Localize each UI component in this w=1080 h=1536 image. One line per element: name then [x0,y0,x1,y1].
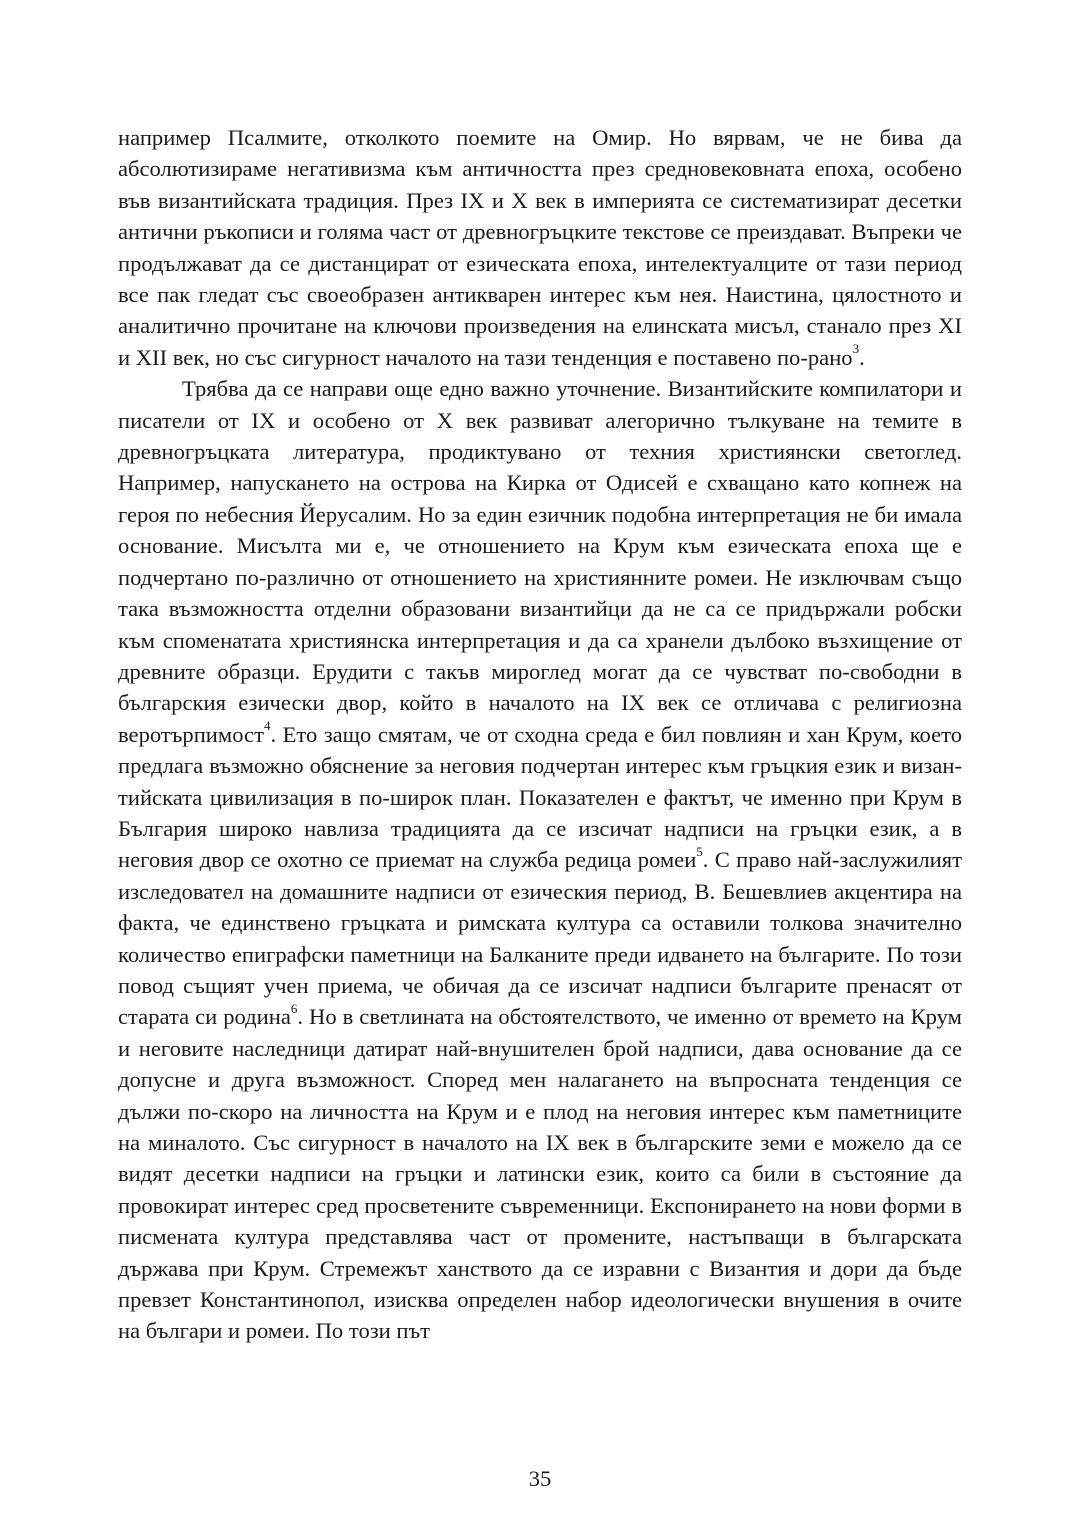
text-segment: например Псалмите, отколкото поемите на Омир. Но вярвам, че не бива да абсолютизираме негативизма към античността през средновековната епоха, особено във византийската традиция. През IX и X век в империята се систематизират десетки антични ръкописи и голяма част от древногръцките текстове се преиздават. Въпреки че продължават да се дистанцират от езическата епоха, интелектуалците от тази период все пак гледат със своеобразен антикварен интерес към нея. Наистина, цялостното и аналитично прочитане на ключови произведения на елинската мисъл, станало през XI и XII век, но със сигурност началото на тази тенденция е поставено по-рано [118,125,962,370]
text-segment: . Но в светлината на обстоятелството, че именно от времето на Крум и неговите наследници датират най-внушителен брой надписи, дава основание да се допусне и друга възможност. Според мен налагането на въпросната тенденция се дължи по-скоро на личността на Крум и е плод на неговия интерес към паметниците на миналото. Със сигурност в началото на IX век в българските земи е можело да се видят десетки надписи на гръцки и латински език, които са били в състояние да провокират интерес сред просветените съвременници. Експонирането на нови форми в писмената култура представлява част от промените, настъпващи в българската държава при Крум. Стремежът ханството да се изравни с Византия и дори да бъде превзет Константинопол, изисква определен набор идеологически внушения в очите на българи и ромеи. По този път [118,1004,962,1344]
text-segment: . [859,344,865,370]
body-text [118,122,962,1347]
footnote-marker[interactable]: 3 [852,341,860,357]
paragraph-2 [118,373,962,1347]
text-segment: . С право най-заслужилият изследовател на домашните надписи от езическия период, В. Бешевлиев акцентира на факта, че единствено гръцката и римската култура са оставили толкова значително количество епиграфски паметници на Балканите преди идването на българите. По този повод същият учен приема, че обичая да се изсичат надписи българите пренасят от старата си родина [118,847,962,1030]
footnote-marker[interactable]: 6 [290,1000,298,1016]
paragraph-1 [118,122,962,373]
text-segment: Трябва да се направи още едно важно уточнение. Византийските компилатори и писатели от IX и особено от X век развиват алегорично тълкуване на темите в древногръцката литература, продиктувано от техния християнски светоглед. Например, напускането на острова на Кирка от Одисей е схващано като копнеж на героя по небесния Йерусалим. Но за един езичник подобна интерпретация не би имала основание. Мисълта ми е, че отношението на Крум към езическата епоха ще е подчертано по-различно от отношението на християнните ромеи. Не изключвам също така възможността отделни образовани византийци да не са се придържали робски към споменатата християнска интерпретация и да са хранели дълбоко възхищение от древните образци. Ерудити с такъв мироглед могат да се чувстват по-свободни в българския езически двор, който в началото на IX век се отличава с религиозна веротърпимост [118,376,962,747]
footnote-marker[interactable]: 5 [696,843,703,859]
page-number: 35 [528,1466,552,1491]
text-segment: . Ето защо смятам, че от сходна среда е бил повлиян и хан Крум, което предлага възможно обяснение за неговия подчертан интерес към гръцкия език и византийската цивилизация в по-широк план. Показателен е фактът, че именно при Крум в България широко навлиза традицията да се изсичат надписи на гръцки език, а в неговия двор се охотно се приемат на служба редица ромеи [118,721,962,873]
footnote-marker[interactable]: 4 [263,718,271,734]
